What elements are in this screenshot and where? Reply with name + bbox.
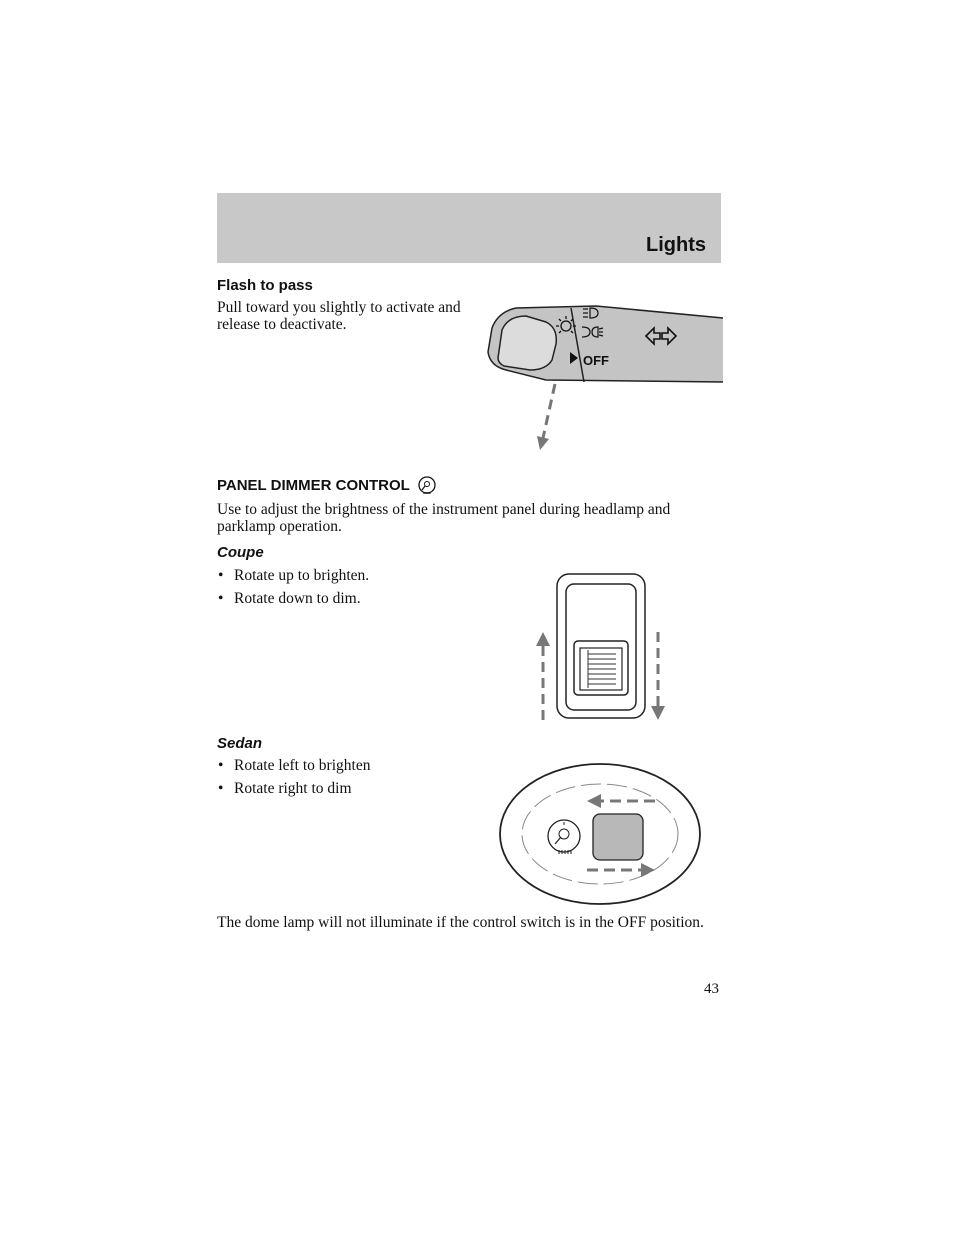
list-item: • Rotate up to brighten. bbox=[217, 565, 369, 588]
flash-text: Pull toward you slightly to activate and release to deactivate. bbox=[217, 299, 461, 333]
coupe-dimmer-diagram bbox=[530, 570, 670, 725]
coupe-heading: Coupe bbox=[217, 544, 264, 561]
coupe-bullets bbox=[217, 565, 369, 610]
list-item: • Rotate right to dim bbox=[217, 778, 370, 801]
list-item: • Rotate left to brighten bbox=[217, 755, 370, 778]
sedan-heading: Sedan bbox=[217, 735, 263, 752]
dimmer-heading bbox=[217, 475, 437, 495]
dimmer-heading-text: PANEL DIMMER CONTROL bbox=[217, 477, 410, 494]
section-header bbox=[217, 193, 721, 263]
dimmer-text: Use to adjust the brightness of the instrument panel during headlamp and parklamp operation. bbox=[217, 501, 671, 535]
flash-heading: Flash to pass bbox=[217, 277, 313, 294]
sedan-bullets bbox=[217, 755, 370, 800]
list-item: • Rotate down to dim. bbox=[217, 588, 369, 611]
off-label: OFF bbox=[583, 353, 609, 368]
note-text: The dome lamp will not illuminate if the control switch is in the OFF position. bbox=[217, 914, 704, 931]
stalk-diagram bbox=[486, 300, 726, 455]
page-number: 43 bbox=[704, 981, 719, 997]
sedan-dimmer-diagram bbox=[497, 762, 703, 908]
panel-dimmer-icon bbox=[417, 475, 437, 495]
section-title: Lights bbox=[646, 234, 706, 256]
